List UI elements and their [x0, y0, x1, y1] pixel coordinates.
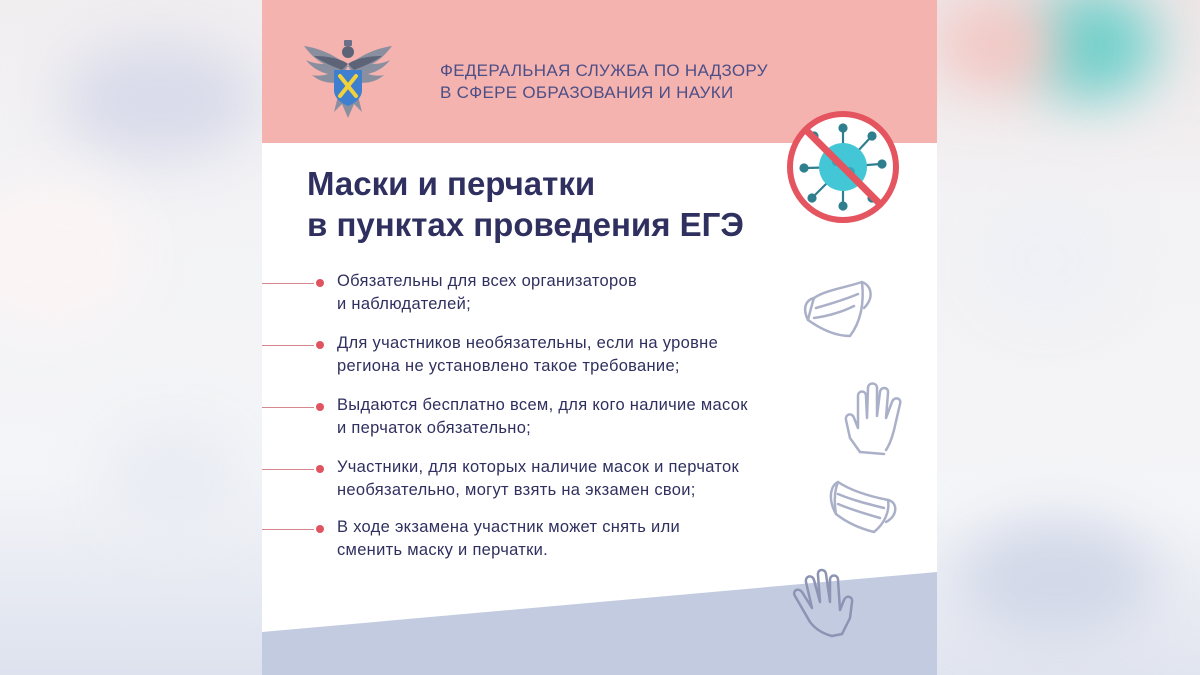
item-3-line1: Выдаются бесплатно всем, для кого наличие масок: [337, 396, 748, 414]
item-4-line1: Участники, для которых наличие масок и перчаток: [337, 458, 740, 476]
agency-name-line1: ФЕДЕРАЛЬНАЯ СЛУЖБА ПО НАДЗОРУ: [440, 61, 768, 80]
item-2-line2: региона не установлено такое требование;: [337, 357, 680, 375]
page-title: [307, 163, 744, 245]
title-line1: Маски и перчатки: [307, 165, 596, 202]
item-4-line2: необязательно, могут взять на экзамен свои;: [337, 481, 696, 499]
item-5-line2: сменить маску и перчатки.: [337, 541, 549, 559]
item-1-line1: Обязательны для всех организаторов: [337, 272, 638, 290]
item-2-line1: Для участников необязательны, если на уровне: [337, 334, 719, 352]
agency-name-line2: В СФЕРЕ ОБРАЗОВАНИЯ И НАУКИ: [440, 83, 734, 102]
no-virus-icon: [784, 108, 902, 226]
bullet-dot: [316, 525, 324, 533]
title-line2: в пунктах проведения ЕГЭ: [307, 206, 744, 243]
item-1-line2: и наблюдателей;: [337, 295, 471, 313]
infographic-card: [262, 0, 937, 675]
item-5-line1: В ходе экзамена участник может снять или: [337, 518, 681, 536]
bullet-dot: [316, 279, 324, 287]
glove-icon: [840, 378, 910, 456]
mask-icon: [828, 472, 900, 538]
glove-icon: [788, 562, 858, 638]
bullet-dot: [316, 341, 324, 349]
blurred-background-left: [0, 0, 262, 675]
item-3-line2: и перчаток обязательно;: [337, 419, 532, 437]
mask-icon: [800, 276, 876, 342]
blurred-background-right: [937, 0, 1200, 675]
bullet-dot: [316, 403, 324, 411]
bullet-dot: [316, 465, 324, 473]
eagle-emblem-icon: [304, 36, 392, 126]
